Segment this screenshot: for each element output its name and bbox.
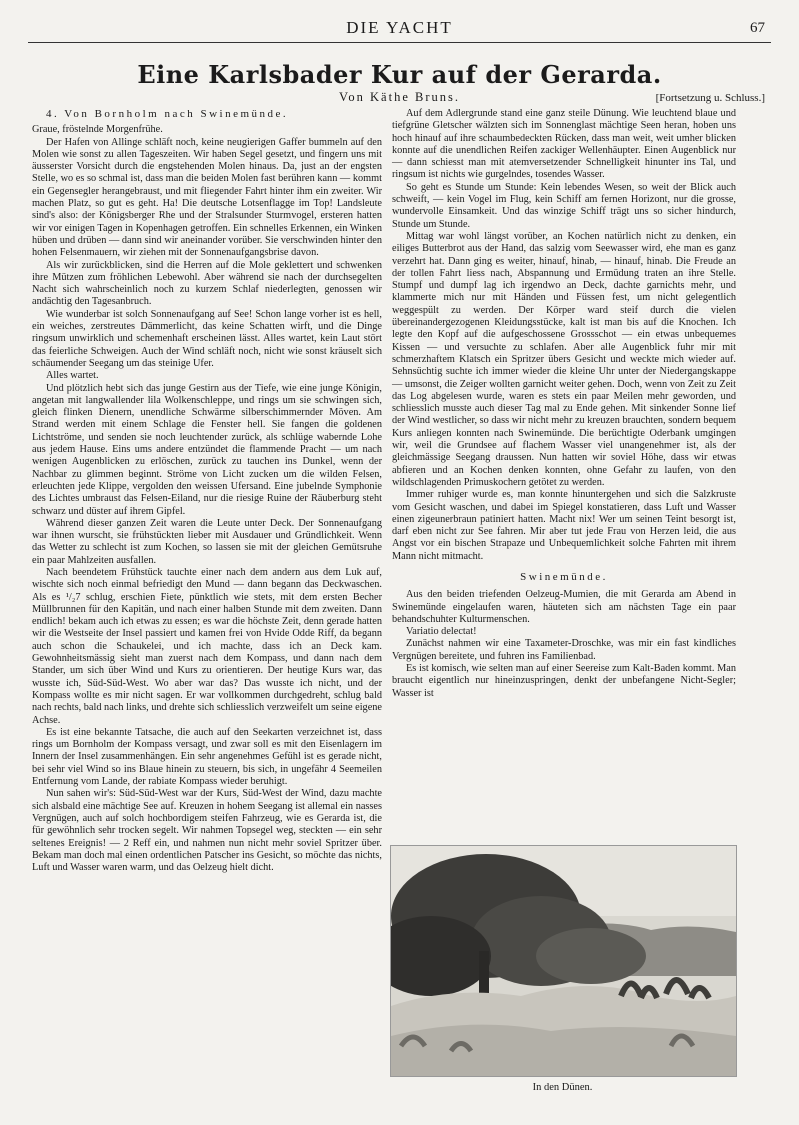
paragraph: Der Hafen von Allinge schläft noch, keine neugierigen Gaffer bummeln auf den Molen wie sonst zu allen Tageszeiten. Wir haben Segel gesetzt, und fingern uns mit äusserster Vorsicht durch die engstehenden Molen hinaus. Da, just an der engsten Stelle, wo es so schmal ist, dass man die beiden Molen fast berühren kann — kommt ein Gegensegler herangebraust, und mit fliegender Fahrt hinter ihm ein zweiter. Wir machen Platz, so gut es geht. Ha! Die deutsche Lotsenflagge im Top! Landsleute sind's also: der Königsberger Rhe und der Stralsunder Sturmvogel, ersteren hatten wir vor einigen Tagen in Kopenhagen getroffen. Ein schnelles Erkennen, ein Winken hüben und drüben — dann sind wir aneinander vorüber. Sie verschwinden hinter den hohen Felsenmauern, wir ziehen mit der Sonnenaufgangsbrise davon. (32, 136, 382, 259)
section-heading: Swinemünde. (520, 570, 608, 583)
paragraph: Auf dem Adlergrunde stand eine ganz steile Dünung. Wie leuchtend blaue und tiefgrüne Gletscher wälzten sich im Sonnenglast mächtige Seen heran, hoben uns hoch hinauf auf ihre schaumbedeckten Rücken, dass man weit, weit umher blicken konnte auf die unendlichen Reifen zackiger Wellenhäupter. Einen Augenblick nur — dann schiesst man mit atemversetzender Schnelligkeit hinunter ins Tal, und ringsum ist nichts wie gurgelndes, tosendes Wasser. (392, 108, 736, 181)
paragraph: Aus den beiden triefenden Oelzeug-Mumien, die mit Gerarda am Abend in Swinemünde eingelaufen waren, häuteten sich am nächsten Tage ein paar behandschuhter Kulturmenschen. (392, 589, 736, 625)
paragraph: Es ist komisch, wie selten man auf einer Seereise zum Kalt-Baden kommt. Man braucht eigentlich nur hineinzuspringen, denkt der unbefangene Nicht-Segler; Wasser ist (392, 663, 736, 699)
continuation-note: [Fortsetzung u. Schluss.] (655, 92, 765, 104)
page-header (0, 18, 799, 44)
article-title: Eine Karlsbader Kur auf der Gerarda. (137, 60, 662, 89)
paragraph: Immer ruhiger wurde es, man konnte hinuntergehen und sich die Salzkruste vom Gesicht waschen, und dabei im Spiegel konstatieren, dass Luft und Wasser einen zigeunerbraun patiniert hatten. Macht nix! Wer um seinen Teint besorgt ist, darf eben nicht zur See fahren. Mir aber tut jede Frau von Herzen leid, die aus Angst vor ein bischen Strapaze und Unbequemlichkeit solche Fahrten mit ihrem Mann nicht mitmacht. (392, 489, 736, 562)
paragraph: Graue, fröstelnde Morgenfrühe. (32, 124, 163, 136)
paragraph: Und plötzlich hebt sich das junge Gestirn aus der Tiefe, wie eine junge Königin, angetan mit langwallender lila Wolkenschleppe, und rings um sie schwingen sich, gleich flinken Dienern, unendliche Schwärme silberschimmernder Möven. Am Strand werden mit einem Schlage die Fenster hell. Sie fangen die goldenen Lichtströme, und senden sie noch leuchtender zurück, als schlüge wabernde Lohe aus jedem Hause. Eins ums andere entzündet die flammende Pracht — um nach wenigen Augenblicken zu erlöschen, zurück zu tauchen ins Dunkel, wenn der Nachbar zu glimmen beginnt. Ströme von Licht zucken um die wilden Felsen, erleuchten jede Klippe, vergolden den weissen Ufersand. Eine jubelnde Symphonie des Lichtes umbraust das Felsen-Eiland, nur die riesige Ruine der Räuberburg steht schwarz und düster auf ihrem Gipfel. (32, 382, 382, 517)
left-column (32, 108, 382, 874)
section-heading: 4. Von Bornholm nach Swinemünde. (46, 108, 289, 120)
paragraph: Wie wunderbar ist solch Sonnenaufgang auf See! Schon lange vorher ist es hell, ein weiches, zerstreutes Dämmerlicht, das keine Schatten wirft, und die Dinge ringsum unwirklich und schemenhaft erscheinen lässt. Alles wartet, kein Laut stört das feierliche Schweigen. Auch der Wind schläft noch, nicht wie sonst kräuselt sich schäumender Seegang um das steinige Ufer. (32, 308, 382, 369)
article-byline: Von Käthe Bruns. (338, 90, 460, 104)
paragraph: Zunächst nahmen wir eine Taxameter-Droschke, was mir ein fast kindliches Vergnügen bereitete, und fuhren ins Familienbad. (392, 638, 736, 662)
page-number: 67 (750, 20, 765, 36)
paragraph: Nun sahen wir's: Süd-Süd-West war der Kurs, Süd-West der Wind, dazu machte sich alsbald eine mächtige See auf. Kreuzen in hohem Seegang ist allemal ein nasses Vergnügen, auch auf solch hochbordigem steifen Fahrzeug, wie es Gerarda ist, die für gewöhnlich sehr trocken segelt. Wir nahmen Topsegel weg, steckten — ein sehr seltenes Ereignis! — 2 Reff ein, und nahmen nun nicht mehr soviel Spritzer über. Bekam man doch mal einen ordentlichen Patscher ins Gesicht, so möchte das nichts, Luft und Wasser waren warm, und das Oelzeug hielt dicht. (32, 788, 382, 874)
journal-title: DIE YACHT (346, 18, 453, 37)
paragraph: Variatio delectat! (406, 626, 477, 638)
paragraph: Als wir zurückblicken, sind die Herren auf die Mole geklettert und schwenken ihre Mützen zum fröhlichen Lebewohl. Aber während sie nach der durchsegelten Nacht sich wahrscheinlich noch zu kurzem Schlaf niederlegten, genossen wir andächtig den Tagesanbruch. (32, 259, 382, 308)
paragraph: Nach beendetem Frühstück tauchte einer nach dem andern aus dem Luk auf, wischte sich noch einmal befriedigt den Mund — dann begann das Deckwaschen. Als es ¹/₂7 schlug, erschien Fiete, pünktlich wie stets, mit dem ersten Becher Müllbrunnen für den Kapitän, und nach einer halben Stunde mit dem zweiten. Dann endlich! bekam auch ich etwas zu essen; es war die höchste Zeit, denn gerade hatten wir die Westseite der Insel passiert und kamen frei von Hvide Odde Riff, da begann auch schon die Schaukelei, und ich machte, dass ich an Deck kam. Gewohnheitsmässig sieht man zuerst nach dem Kompass, und dann nach dem Stander, um sich über Wind und Kurs zu orientieren. Der heutige Kurs war, das wusste ich, Süd-Süd-West. Wo aber war das? Das wusste ich nicht, und der Kompass wollte es mir nicht sagen. Er war vollkommen durchgedreht, schlug bald nach rechts, bald nach links, und drehte sich schliesslich verzweifelt um seine eigene Achse. (32, 566, 382, 726)
paragraph: Während dieser ganzen Zeit waren die Leute unter Deck. Der Sonnenaufgang war ihnen wurscht, sie frühstückten lieber mit Ausdauer und Gründlichkeit. Wenn das Wetter zu schlecht ist zum Kochen, so lassen sie mit der gleichen Gemütsruhe ein paar Mahlzeiten ausfallen. (32, 517, 382, 566)
right-column (392, 108, 736, 700)
paragraph: Alles wartet. (46, 370, 99, 382)
paragraph: Mittag war wohl längst vorüber, an Kochen natürlich nicht zu denken, ein eiliges Butterbrot aus der Hand, das salzig vom Seewasser wird, ehe man es ganz verzehrt hat. Dann ging es weiter, hinauf, hinab, — hinauf, hinab. Die Freude an der tollen Fahrt liess nach, Abspannung und Ermüdung traten an ihre Stelle. Stumpf und dumpf lag ich irgendwo an Deck, dachte garnichts mehr, und klammerte mich nur mit Händen und Füssen fest, um nicht gelegentlich weggespült zu werden. Der Körper ward steif durch die vielen übereinandergezogenen Kleidungsstücke, kalt ist man bis auf die Knochen. Ich legte den Kopf auf die aufgeschossene Grossschot — ein etwas unbequemes Kissen — und versuchte zu schlafen. Aber alle Augenblick fuhr mir mit schmerzhaftem Klatsch ein Spritzer übers Gesicht und weckte mich wieder auf. Sehnsüchtig suchte ich immer wieder die kleine Uhr unter der Niedergangskappe — umsonst, die Zeiger wollten garnicht weiter gehen. Doch, wenn von Zeit zu Zeit das Log abgelesen wurde, waren es stets ein paar Meilen mehr geworden, und schliesslich musste auch dieser Tag mal zu Ende gehen. Mit sinkender Sonne lief der Wind westlicher, so dass wir nicht mehr zu kreuzen brauchten, sondern bequem Kurs anliegen konnten nach Swinemünde. Die berüchtigte Oderbank umgingen wir, weil die Grundsee auf flachem Wasser viel unangenehmer ist, als der gleichmässige Seegang draussen. Nun hatten wir soviel Höhe, dass wir etwas abfieren und an Kochen denken konnten, ohne Gefahr zu laufen, von den wildschlagenden Primuskochern getötet zu werden. (392, 230, 736, 488)
paragraph: Es ist eine bekannte Tatsache, die auch auf den Seekarten verzeichnet ist, dass rings um Bornholm der Kompass versagt, und zwar soll es mit den Eisenlagern im Innern der Insel zusammenhängen. Ein sehr angenehmes Gefühl ist es gerade nicht, bei sehr viel Wind so ins Blaue hinein zu steuern, bis sich, in ungefähr 4 Seemeilen Entfernung vom Lande, der rabiate Kompass wieder beruhigt. (32, 726, 382, 788)
photo-caption: In den Dünen. (532, 1082, 593, 1093)
header-rule (28, 42, 771, 43)
paragraph: So geht es Stunde um Stunde: Kein lebendes Wesen, so weit der Blick auch schweift, — kein Vogel im Flug, kein Schiff am fernen Horizont, nur die grosse, wundervolle Einsamkeit. Und das winzige Schiff trägt uns so sicher hindurch, Stunde um Stunde. (392, 181, 736, 230)
dune-photograph (390, 845, 737, 1077)
